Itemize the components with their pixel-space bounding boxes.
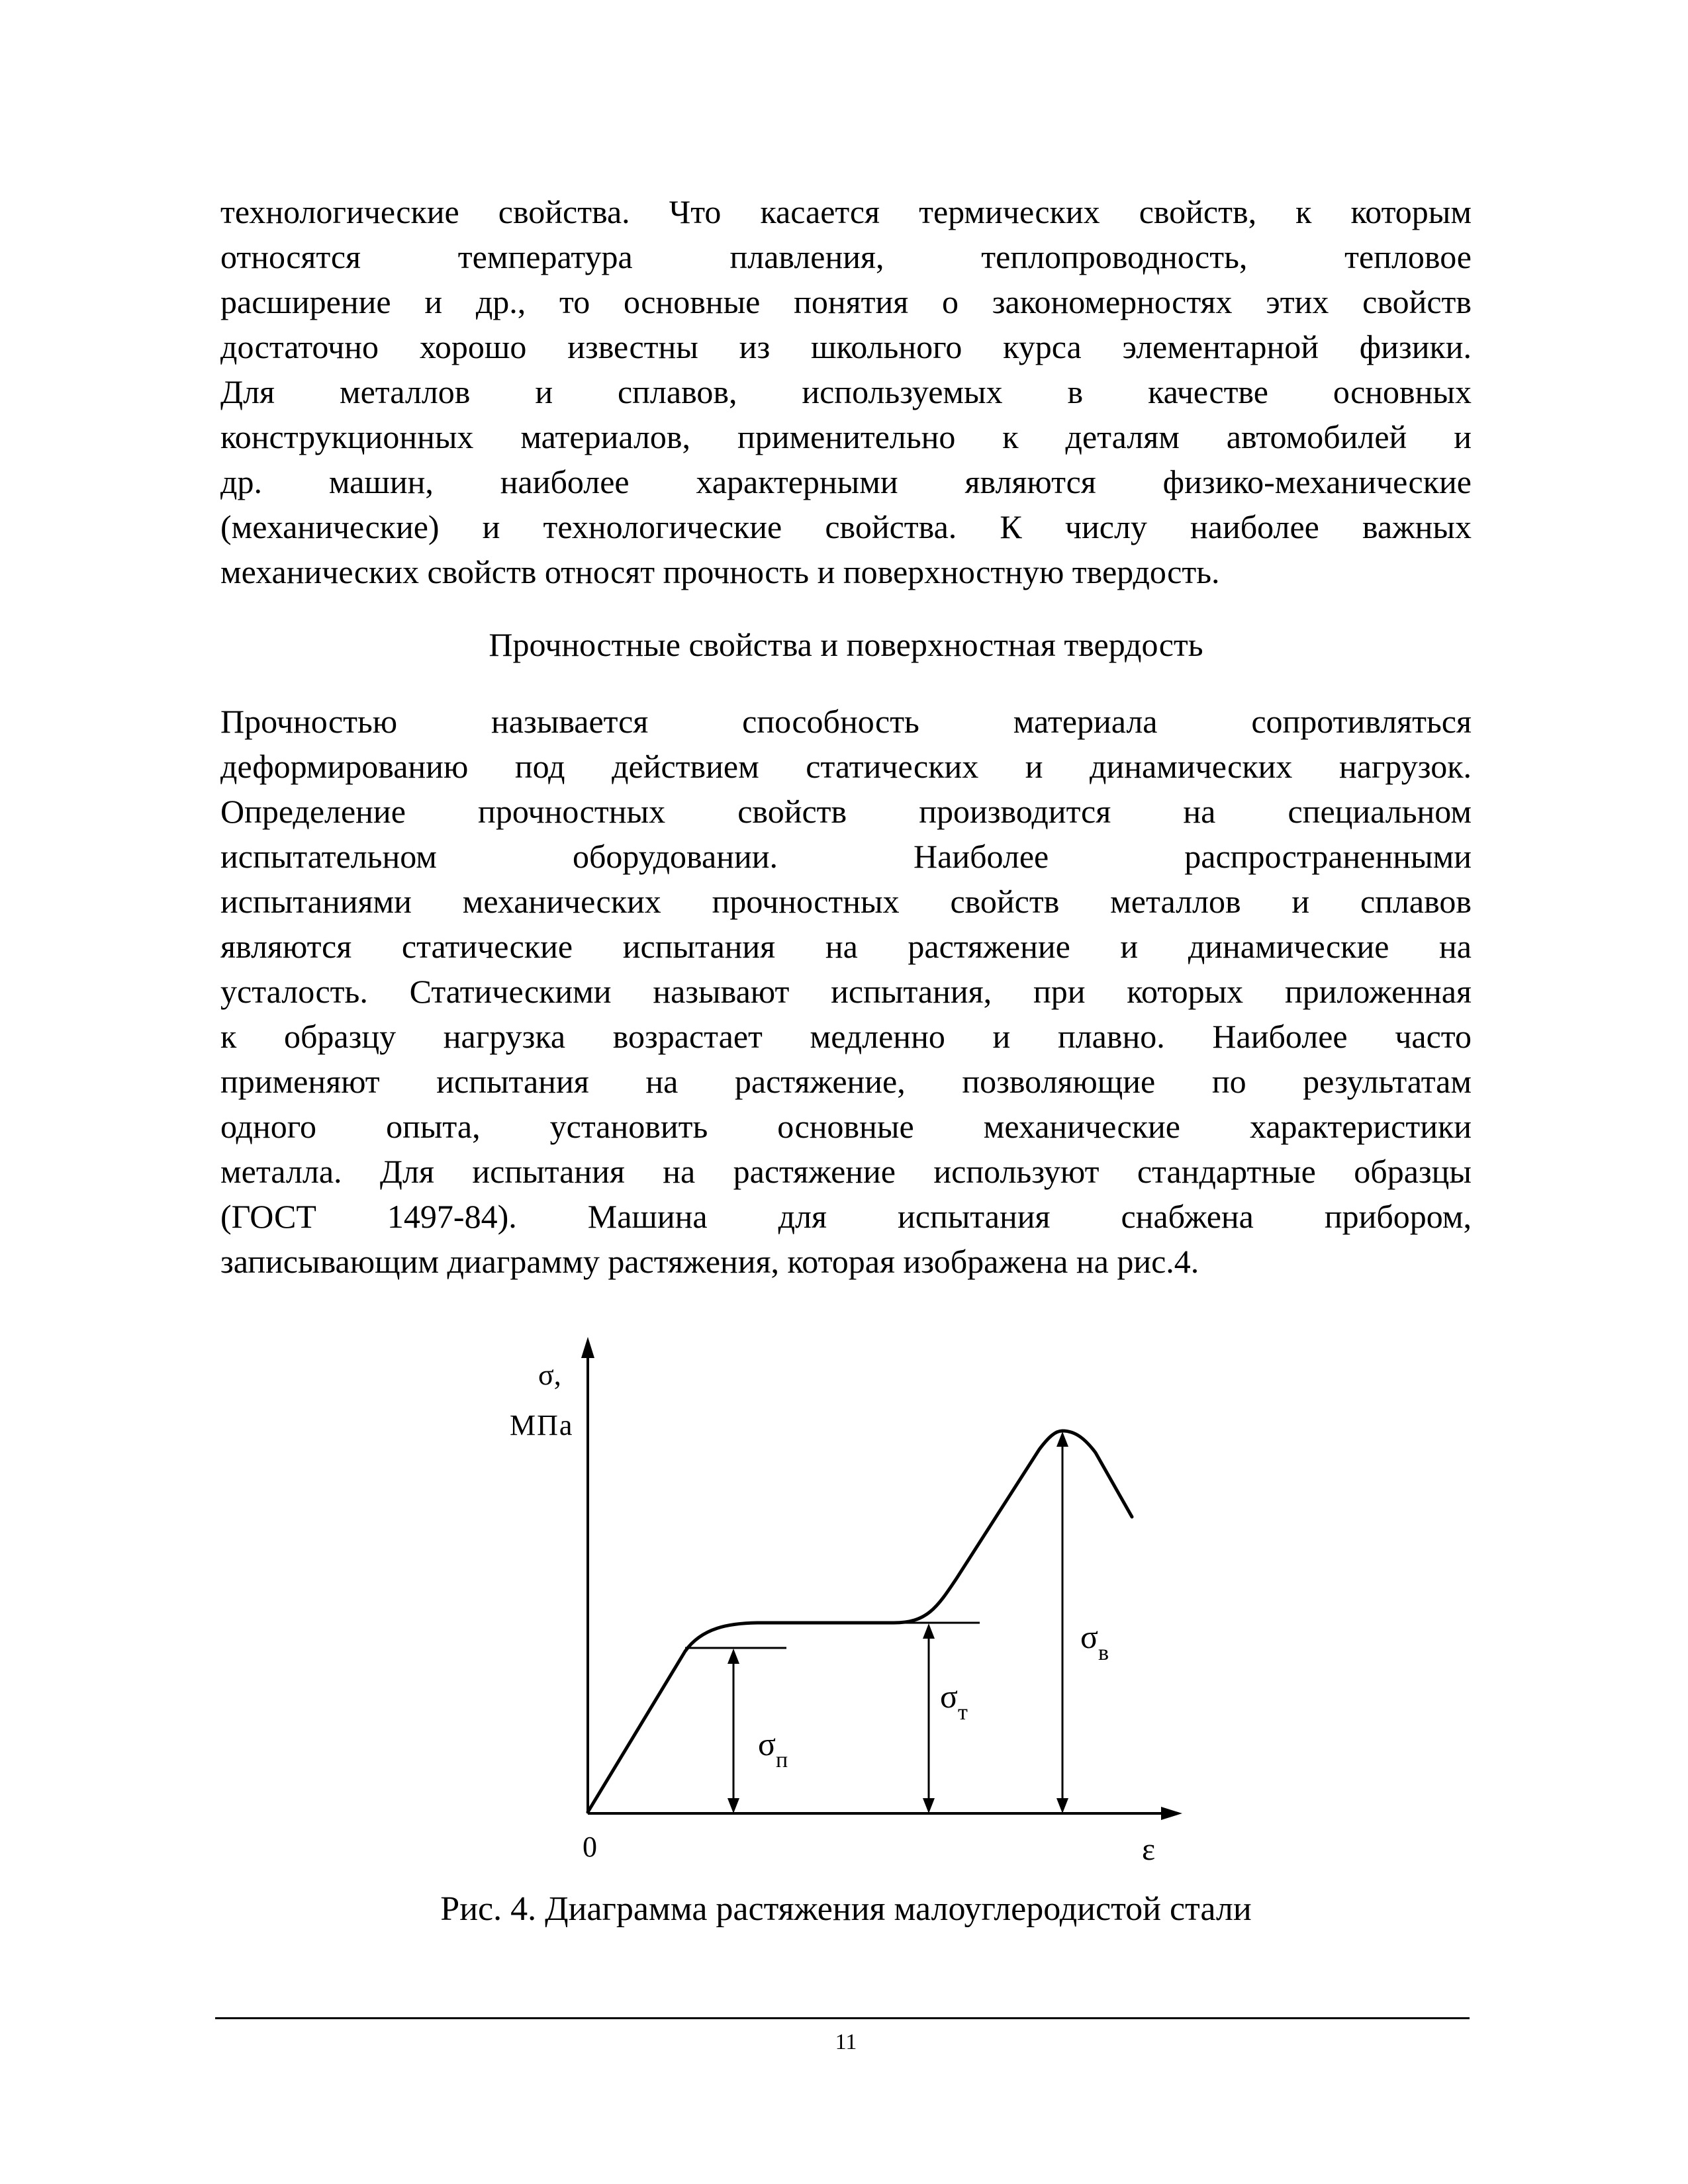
paragraph-line: механических свойств относят прочность и поверхностную твердость. [220, 553, 1220, 590]
paragraph-line: применяют испытания на растяжение, позволяющие по результатам [220, 1063, 1472, 1100]
paragraph-1 [220, 189, 1472, 594]
paragraph-line: (механические) и технологические свойства. К числу наиболее важных [220, 508, 1472, 545]
figure-caption: Рис. 4. Диаграмма растяжения малоуглеродистой стали [440, 1890, 1252, 1928]
sigma-p-label [758, 1725, 788, 1772]
paragraph-line: являются статические испытания на растяжение и динамические на [220, 928, 1472, 965]
paragraph-line: Прочностью называется способность материала сопротивляться [220, 703, 1472, 740]
sigma-t-label [940, 1678, 968, 1725]
y-axis-unit: МПа [510, 1409, 574, 1441]
footer-divider [215, 2017, 1470, 2019]
sigma-v-arrow-top-icon [1056, 1432, 1068, 1447]
paragraph-line: к образцу нагрузка возрастает медленно и плавно. Наиболее часто [220, 1018, 1472, 1055]
sigma-t-subscript: т [957, 1700, 968, 1725]
y-axis-arrow-icon [581, 1337, 594, 1358]
paragraph-line: испытаниями механических прочностных свойств металлов и сплавов [220, 883, 1472, 920]
paragraph-line: Для металлов и сплавов, используемых в качестве основных [220, 373, 1472, 410]
sigma-p-subscript: п [775, 1748, 788, 1772]
paragraph-line: Определение прочностных свойств производится на специальном [220, 793, 1472, 830]
paragraph-line: достаточно хорошо известны из школьного курса элементарной физики. [220, 328, 1472, 365]
paragraph-line: технологические свойства. Что касается термических свойств, к которым [220, 193, 1472, 230]
sigma-p-arrow-top-icon [727, 1649, 739, 1664]
sigma-t-symbol: σ [940, 1678, 958, 1715]
stress-strain-figure [463, 1324, 1225, 1893]
paragraph-line: относятся температура плавления, теплопроводность, тепловое [220, 238, 1472, 275]
sigma-v-subscript: в [1098, 1641, 1109, 1665]
origin-label: 0 [583, 1831, 597, 1863]
paragraph-line: расширение и др., то основные понятия о закономерностях этих свойств [220, 283, 1472, 320]
paragraph-line: усталость. Статическими называют испытания, при которых приложенная [220, 973, 1472, 1010]
sigma-v-symbol: σ [1080, 1618, 1098, 1655]
sigma-v-label [1080, 1618, 1109, 1665]
stress-strain-diagram [463, 1324, 1225, 1893]
stress-strain-curve [588, 1431, 1132, 1812]
sigma-v-arrow-bottom-icon [1056, 1798, 1068, 1813]
sigma-p-arrow-bottom-icon [727, 1798, 739, 1813]
paragraph-line: др. машин, наиболее характерными являются физико-механические [220, 463, 1472, 500]
paragraph-line: конструкционных материалов, применительно к деталям автомобилей и [220, 418, 1472, 455]
section-heading: Прочностные свойства и поверхностная твердость [489, 626, 1203, 663]
paragraph-line: испытательном оборудовании. Наиболее распространенными [220, 838, 1472, 875]
paragraph-2 [220, 699, 1472, 1284]
y-axis-symbol: σ, [538, 1359, 561, 1391]
x-axis-arrow-icon [1161, 1807, 1182, 1820]
x-axis-label: ε [1142, 1832, 1156, 1867]
paragraph-line: (ГОСТ 1497-84). Машина для испытания снабжена прибором, [220, 1198, 1472, 1235]
sigma-t-arrow-bottom-icon [923, 1798, 935, 1813]
sigma-p-symbol: σ [758, 1725, 776, 1762]
page-number: 11 [835, 2030, 857, 2054]
paragraph-line: записывающим диаграмму растяжения, которая изображена на рис.4. [220, 1243, 1199, 1280]
paragraph-line: одного опыта, установить основные механические характеристики [220, 1108, 1472, 1145]
paragraph-line: металла. Для испытания на растяжение используют стандартные образцы [220, 1153, 1472, 1190]
sigma-t-arrow-top-icon [923, 1623, 935, 1639]
paragraph-line: деформированию под действием статических и динамических нагрузок. [220, 748, 1472, 785]
